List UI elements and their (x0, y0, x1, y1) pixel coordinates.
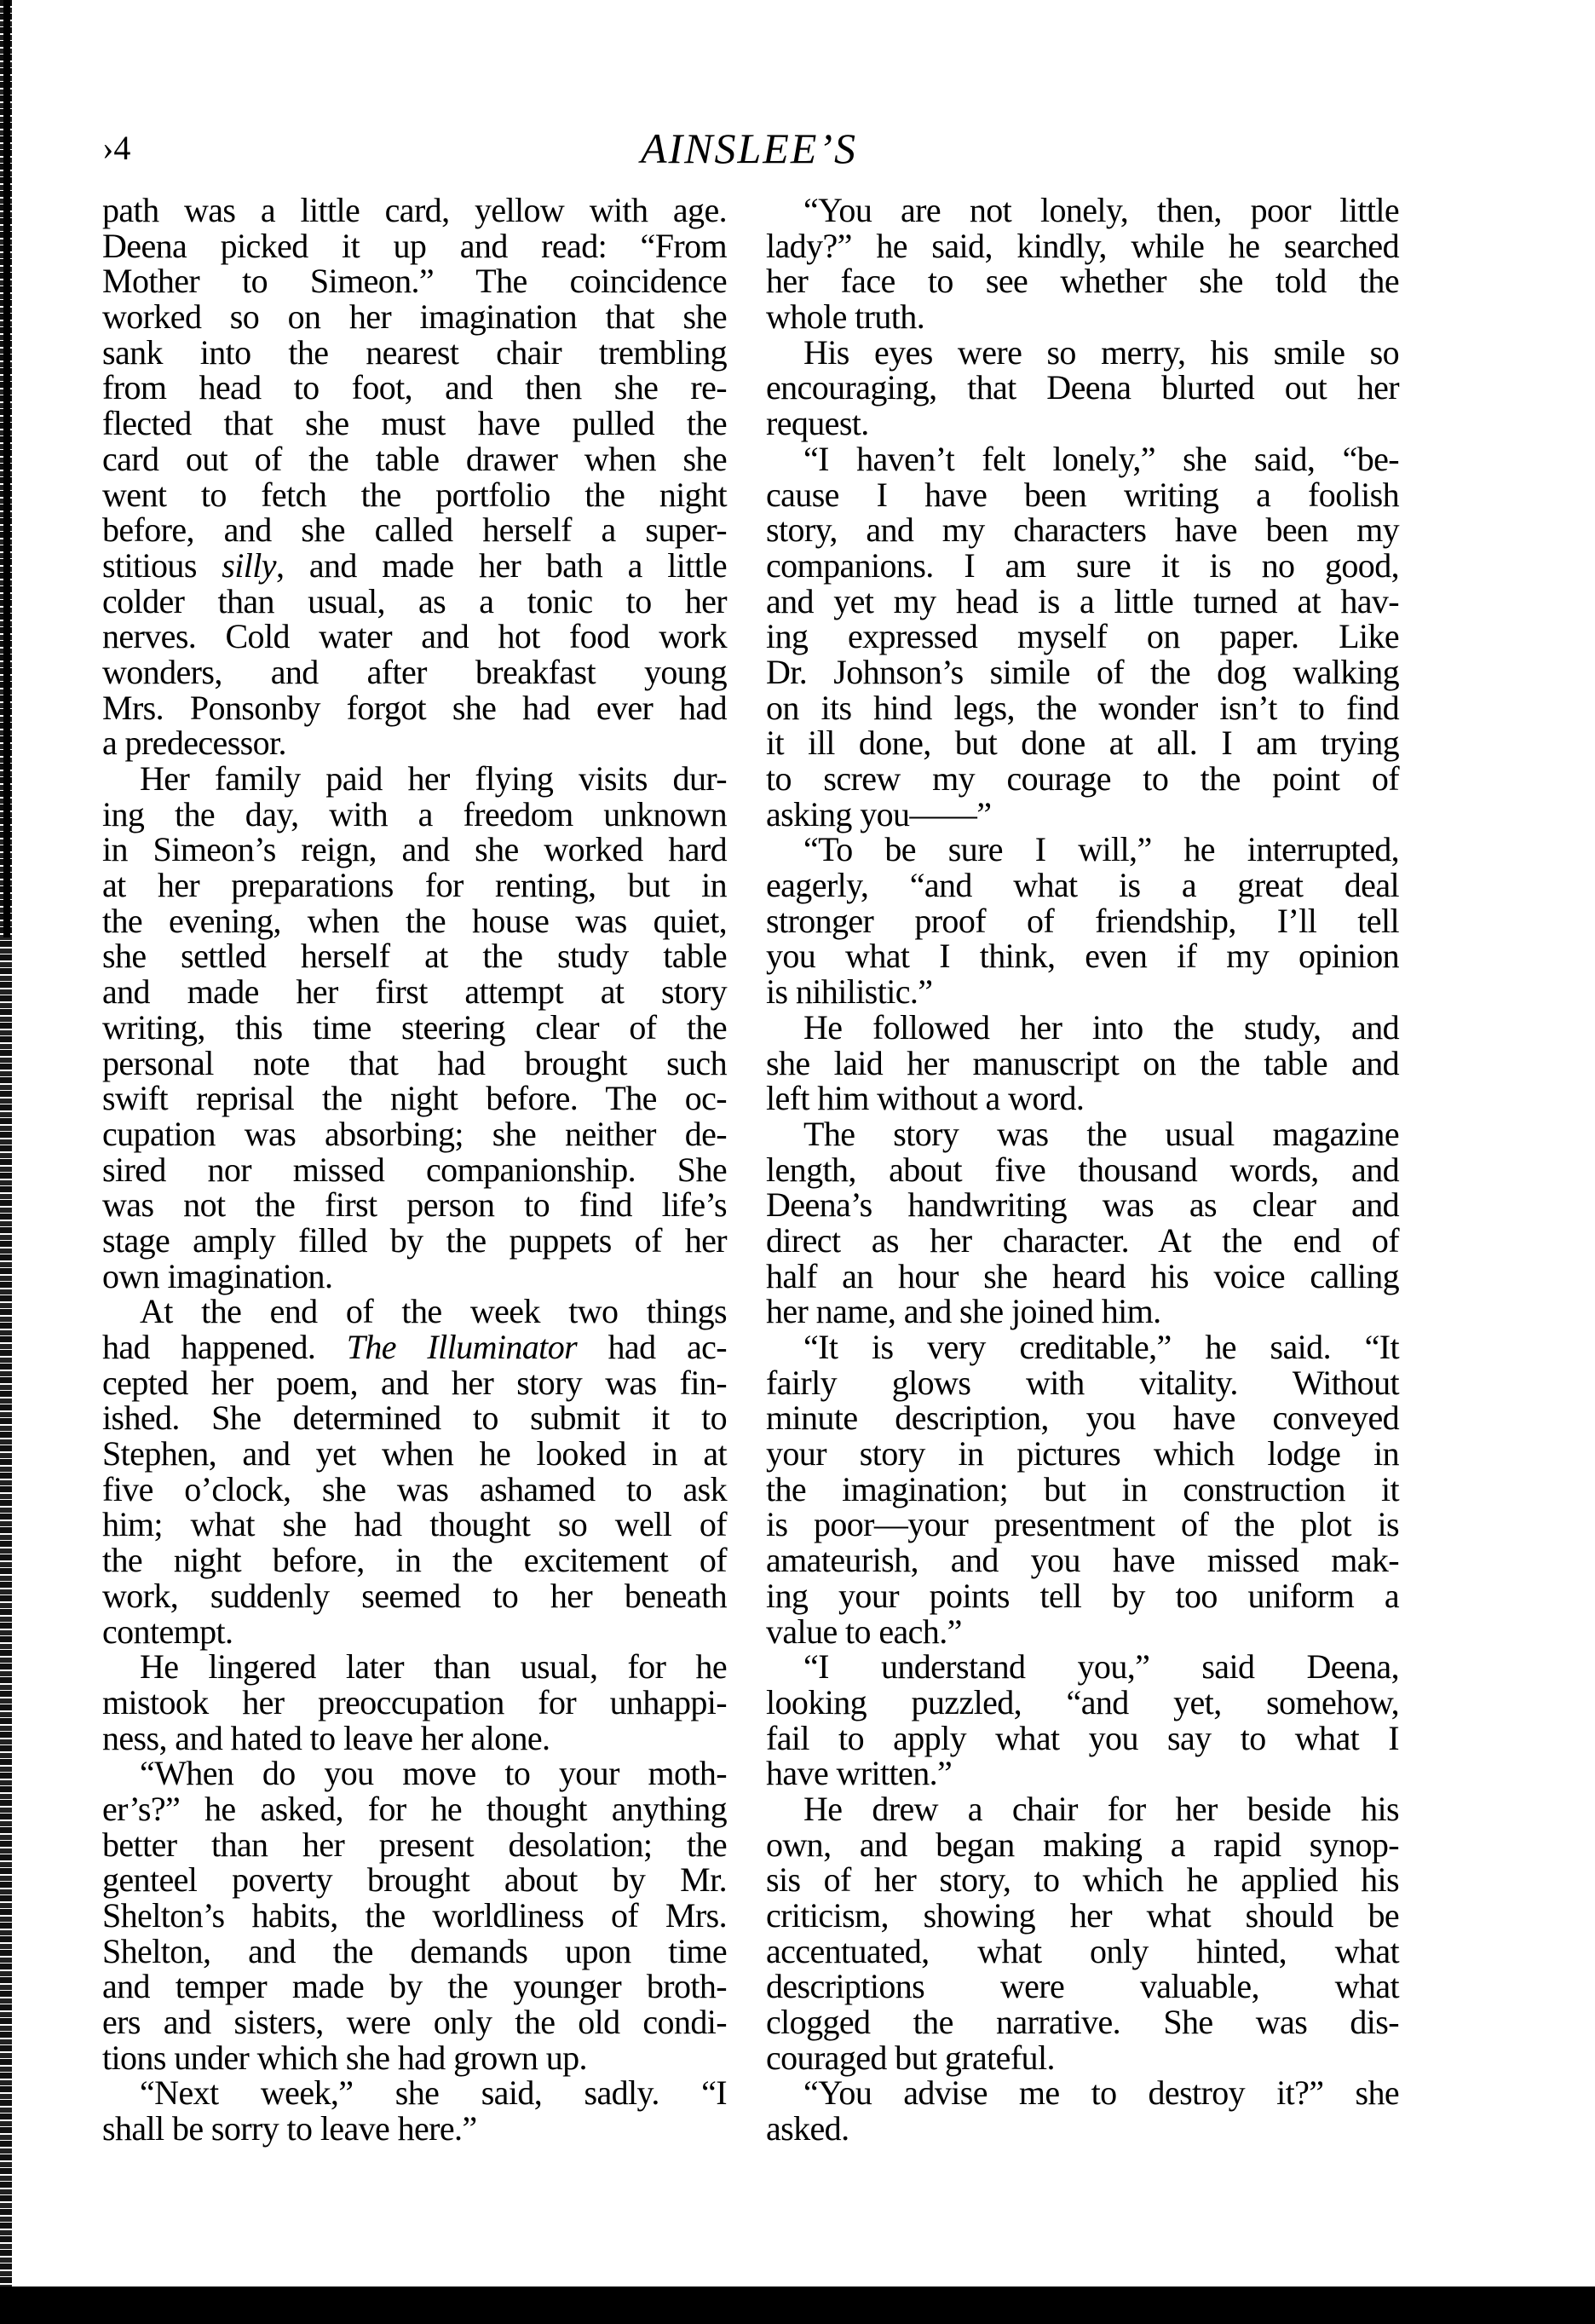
text-run: “You advise me to destroy it?” she (803, 2073, 1399, 2113)
text-line (766, 2075, 1399, 2111)
text-run: the evening, when the house was quiet, (102, 901, 727, 940)
text-line (102, 228, 727, 264)
text-line (766, 619, 1399, 655)
text-line (766, 581, 1399, 620)
text-line (102, 903, 727, 939)
text-line (766, 1187, 1399, 1223)
text-line (102, 1294, 727, 1329)
text-run: stage amply filled by the puppets of her (102, 1220, 727, 1260)
text-line (102, 1756, 727, 1791)
text-line (102, 1862, 727, 1898)
text-line (766, 725, 1399, 761)
text-line (102, 1116, 727, 1152)
text-line (102, 938, 727, 974)
text-run: ing the day, with a freedom unknown (102, 794, 727, 833)
text-line (102, 477, 727, 513)
text-line (102, 690, 727, 726)
text-run: contempt. (102, 1612, 233, 1651)
text-line (766, 1152, 1399, 1188)
text-line (102, 725, 727, 761)
text-run: looking puzzled, “and yet, somehow, (766, 1682, 1399, 1721)
text-run: “I understand you,” said Deena, (803, 1647, 1399, 1687)
text-line (102, 1578, 727, 1614)
text-line (102, 1329, 727, 1365)
text-line (102, 652, 727, 691)
text-run: have written.” (766, 1754, 953, 1793)
text-run: before, and she called herself a super- (102, 510, 727, 550)
text-run: worked so on her imagination that she (102, 297, 727, 337)
text-line (766, 1043, 1399, 1082)
text-line (102, 406, 727, 441)
text-run: He drew a chair for her beside his (803, 1789, 1399, 1828)
text-line (102, 1152, 727, 1188)
text-run: a predecessor. (102, 724, 286, 763)
text-line (102, 761, 727, 797)
text-run: fail to apply what you say to what I (766, 1718, 1399, 1757)
text-run: she settled herself at the study table (102, 937, 727, 976)
text-line (766, 1294, 1399, 1329)
text-line (766, 794, 1399, 833)
text-run: half an hour she heard his voice calling (766, 1256, 1399, 1295)
text-run: the imagination; but in construction it (766, 1469, 1399, 1508)
text-run: whole truth. (766, 297, 925, 337)
text-line (102, 370, 727, 406)
text-run: left him without a word. (766, 1079, 1085, 1118)
text-run: eagerly, “and what is a great deal (766, 866, 1399, 905)
text-line (766, 1116, 1399, 1152)
text-run: lady?” he said, kindly, while he searched (766, 226, 1399, 265)
text-run: swift reprisal the night before. The oc- (102, 1079, 727, 1118)
text-line (102, 1220, 727, 1260)
text-line (766, 370, 1399, 406)
text-line (102, 1649, 727, 1685)
text-run: encouraging, that Deena blurted out her (766, 368, 1399, 407)
text-run: and temper made by the younger broth- (102, 1967, 727, 2006)
text-run: The story was the usual magazine (803, 1114, 1399, 1153)
text-run: sired nor missed companionship. She (102, 1150, 727, 1189)
text-line (102, 1827, 727, 1863)
text-run: “When do you move to your moth- (140, 1754, 727, 1793)
text-line (766, 1507, 1399, 1543)
text-run: direct as her character. At the end of (766, 1220, 1399, 1260)
text-run: Mother to Simeon.” The coincidence (102, 262, 727, 301)
text-line (766, 1791, 1399, 1827)
text-column-left (102, 193, 727, 2147)
text-run: clogged the narrative. She was dis- (766, 2003, 1399, 2042)
text-line (102, 1365, 727, 1401)
text-line (102, 2040, 727, 2076)
text-run: flected that she must have pulled the (102, 404, 727, 443)
text-run: card out of the table drawer when she (102, 439, 727, 478)
text-line (102, 299, 727, 335)
text-run: cause I have been writing a foolish (766, 475, 1399, 514)
text-run: “I haven’t felt lonely,” she said, “be- (803, 439, 1399, 478)
text-run: she laid her manuscript on the table and (766, 1043, 1399, 1082)
text-run: at her preparations for renting, but in (102, 866, 727, 905)
text-line (766, 868, 1399, 903)
text-run: He lingered later than usual, for he (140, 1647, 727, 1687)
text-line (766, 441, 1399, 477)
text-run: Dr. Johnson’s simile of the dog walking (766, 652, 1399, 691)
text-line (102, 2111, 727, 2147)
text-run: her face to see whether she told the (766, 262, 1399, 301)
text-line (102, 1436, 727, 1472)
text-line (766, 193, 1399, 228)
text-run: stronger proof of friendship, I’ll tell (766, 901, 1399, 940)
text-run: amateurish, and you have missed mak- (766, 1541, 1399, 1580)
text-run: colder than usual, as a tonic to her (102, 581, 727, 620)
text-line (766, 1649, 1399, 1685)
running-head (0, 118, 1595, 172)
text-run: your story in pictures which lodge in (766, 1434, 1399, 1473)
text-line (102, 332, 727, 372)
text-line (102, 441, 727, 477)
text-line (766, 1329, 1399, 1365)
text-line (102, 512, 727, 548)
text-line (102, 1256, 727, 1295)
text-run: on its hind legs, the wonder isn’t to find (766, 688, 1399, 727)
text-run: accentuated, what only hinted, what (766, 1931, 1399, 1970)
text-line (102, 1614, 727, 1650)
text-line (102, 1931, 727, 1970)
text-line (102, 1969, 727, 2004)
text-line (766, 1469, 1399, 1508)
text-run: own imagination. (102, 1256, 333, 1295)
text-run: ished. She determined to submit it to (102, 1398, 727, 1438)
text-line (102, 1507, 727, 1543)
text-line (766, 1578, 1399, 1614)
text-run: “It is very creditable,” he said. “It (803, 1328, 1399, 1366)
text-run: Deena picked it up and read: “From (102, 226, 727, 265)
text-run: story, and my characters have been my (766, 510, 1399, 550)
text-run: stitious (102, 545, 222, 585)
text-run: Her family paid her flying visits dur- (140, 759, 727, 798)
text-line (102, 1400, 727, 1436)
text-line (766, 1862, 1399, 1898)
text-run: genteel poverty brought about by Mr. (102, 1860, 727, 1900)
text-run: couraged but grateful. (766, 2038, 1055, 2077)
text-line (766, 974, 1399, 1010)
text-run: work, suddenly seemed to her beneath (102, 1576, 727, 1615)
text-line (766, 1931, 1399, 1970)
scan-bottom-band (0, 2287, 1595, 2324)
text-line (766, 477, 1399, 513)
text-line (766, 512, 1399, 548)
text-run: descriptions were valuable, what (766, 1967, 1399, 2006)
text-run: companions. I am sure it is no good, (766, 545, 1399, 585)
text-run: His eyes were so merry, his smile so (803, 332, 1399, 372)
text-run: criticism, showing her what should be (766, 1896, 1399, 1935)
text-line (102, 193, 727, 228)
text-run: to screw my courage to the point of (766, 759, 1399, 798)
text-run: “You are not lonely, then, poor little (803, 191, 1399, 229)
text-line (102, 1718, 727, 1757)
text-run: better than her present desolation; the (102, 1825, 727, 1864)
text-run: her name, and she joined him. (766, 1292, 1161, 1331)
text-run: shall be sorry to leave here.” (102, 2109, 477, 2148)
text-run: him; what she had thought so well of (102, 1505, 727, 1544)
text-run: was not the first person to find life’s (102, 1185, 727, 1225)
text-line (766, 1007, 1399, 1047)
text-line (102, 1187, 727, 1223)
text-line (102, 263, 727, 299)
text-run: er’s?” he asked, for he thought anything (102, 1789, 727, 1828)
text-line (766, 1400, 1399, 1436)
text-line (102, 1043, 727, 1082)
text-run: sis of her story, to which he applied his (766, 1860, 1399, 1900)
text-line (102, 2004, 727, 2040)
text-line (766, 690, 1399, 726)
text-run: Stephen, and yet when he looked in at (102, 1434, 727, 1473)
text-line (102, 581, 727, 620)
page-number: ›4 (102, 129, 131, 167)
text-run: request. (766, 404, 869, 443)
text-run: mistook her preoccupation for unhappi- (102, 1682, 727, 1721)
text-line (766, 1898, 1399, 1934)
text-run: tions under which she had grown up. (102, 2038, 587, 2077)
text-line (766, 2040, 1399, 2076)
text-line (766, 652, 1399, 691)
text-line (102, 1469, 727, 1508)
text-line (102, 974, 727, 1010)
text-run: writing, this time steering clear of the (102, 1007, 727, 1047)
text-line (766, 1718, 1399, 1757)
text-run: wonders, and after breakfast young (102, 652, 727, 691)
text-run: in Simeon’s reign, and she worked hard (102, 830, 727, 869)
text-line (102, 1898, 727, 1934)
text-line (102, 794, 727, 833)
text-run: five o’clock, she was ashamed to ask (102, 1469, 727, 1508)
text-line (766, 1436, 1399, 1472)
text-run: minute description, you have conveyed (766, 1398, 1399, 1438)
text-run: asked. (766, 2109, 849, 2148)
text-run: Mrs. Ponsonby forgot she had ever had (102, 688, 727, 727)
magazine-title: AINSLEE’S (640, 124, 858, 172)
text-run: and yet my head is a little turned at hav- (766, 581, 1399, 620)
text-run: and made her first attempt at story (102, 972, 727, 1012)
text-run: Shelton, and the demands upon time (102, 1931, 727, 1970)
text-line (766, 1614, 1399, 1650)
text-line (766, 761, 1399, 797)
text-line (766, 1543, 1399, 1578)
text-line (766, 1827, 1399, 1863)
text-run: you what I think, even if my opinion (766, 937, 1399, 976)
text-run: had happened. (102, 1328, 347, 1366)
text-line (766, 1256, 1399, 1295)
text-line (102, 2075, 727, 2111)
text-line (766, 1220, 1399, 1260)
text-run: , and made her bath a little (275, 545, 727, 585)
text-run: ing your points tell by too uniform a (766, 1576, 1399, 1615)
text-run: ers and sisters, were only the old condi- (102, 2003, 727, 2042)
text-line (766, 903, 1399, 939)
text-run: “Next week,” she said, sadly. “I (140, 2073, 727, 2113)
text-run: cepted her poem, and her story was fin- (102, 1363, 727, 1402)
text-line (766, 1365, 1399, 1401)
text-run: from head to foot, and then she re- (102, 368, 727, 407)
text-line (102, 1007, 727, 1047)
text-run: cupation was absorbing; she neither de- (102, 1114, 727, 1153)
text-line (766, 263, 1399, 299)
text-line (102, 868, 727, 903)
text-line (766, 1756, 1399, 1791)
italic-run: silly (222, 545, 276, 585)
text-run: ing expressed myself on paper. Like (766, 617, 1399, 656)
text-run: At the end of the week two things (140, 1292, 727, 1331)
text-run: is nihilistic.” (766, 972, 933, 1012)
text-line (766, 938, 1399, 974)
text-line (766, 2004, 1399, 2040)
text-run: Shelton’s habits, the worldliness of Mrs. (102, 1896, 727, 1935)
text-line (102, 545, 727, 585)
text-line (766, 1969, 1399, 2004)
text-column-right (766, 193, 1399, 2147)
text-run: asking you——” (766, 794, 992, 833)
text-line (766, 228, 1399, 264)
text-run: length, about five thousand words, and (766, 1150, 1399, 1189)
text-line (766, 2111, 1399, 2147)
text-run: nerves. Cold water and hot food work (102, 617, 727, 656)
text-run: sank into the nearest chair trembling (102, 332, 727, 372)
text-line (102, 1081, 727, 1116)
text-line (766, 332, 1399, 372)
text-line (766, 1081, 1399, 1116)
text-run: ness, and hated to leave her alone. (102, 1718, 550, 1757)
text-line (102, 832, 727, 868)
text-run: is poor—your presentment of the plot is (766, 1505, 1399, 1544)
text-line (766, 1682, 1399, 1721)
text-run: Deena’s handwriting was as clear and (766, 1185, 1399, 1225)
text-line (102, 1682, 727, 1721)
text-line (102, 1791, 727, 1827)
text-run: went to fetch the portfolio the night (102, 475, 727, 514)
text-line (102, 619, 727, 655)
text-line (766, 545, 1399, 585)
text-run: had ac- (577, 1328, 727, 1366)
text-run: fairly glows with vitality. Without (766, 1363, 1399, 1402)
text-run: “To be sure I will,” he interrupted, (803, 830, 1399, 869)
text-line (766, 299, 1399, 335)
text-run: value to each.” (766, 1612, 962, 1651)
text-run: it ill done, but done at all. I am trying (766, 724, 1399, 763)
text-run: own, and began making a rapid synop- (766, 1825, 1399, 1864)
text-run: the night before, in the excitement of (102, 1541, 727, 1580)
text-line (766, 832, 1399, 868)
text-run: personal note that had brought such (102, 1043, 727, 1082)
text-line (102, 1543, 727, 1578)
text-run: path was a little card, yellow with age. (102, 191, 727, 229)
text-line (766, 406, 1399, 441)
text-run: He followed her into the study, and (803, 1007, 1399, 1047)
italic-run: The Illuminator (346, 1328, 578, 1366)
